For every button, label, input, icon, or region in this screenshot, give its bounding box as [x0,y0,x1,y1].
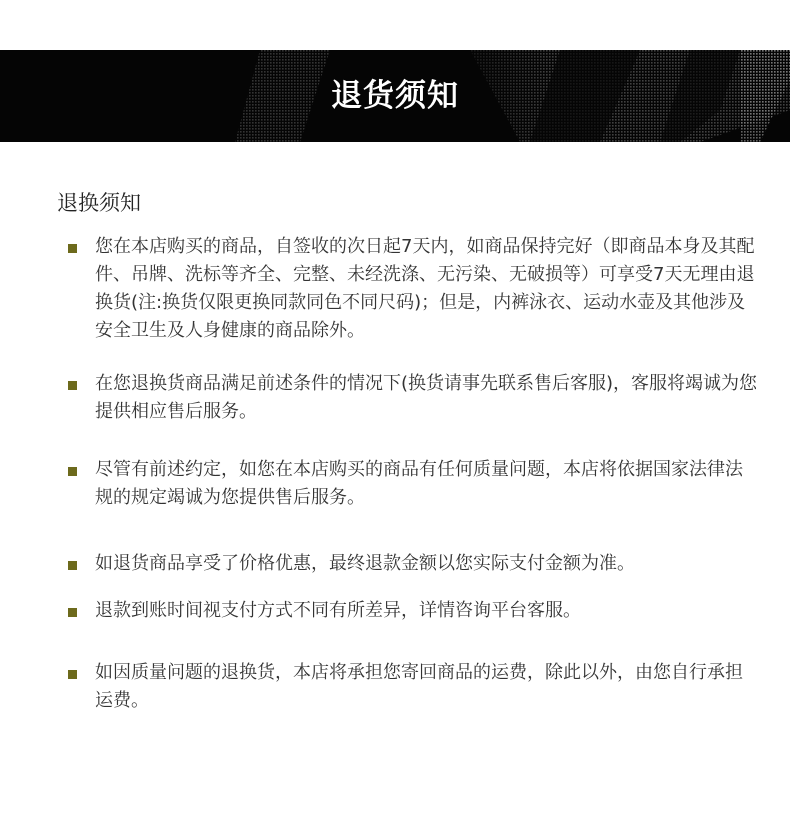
section-title: 退换须知 [57,191,141,215]
square-bullet-icon [68,467,77,476]
list-item-text: 退款到账时间视支付方式不同有所差异，详情咨询平台客服。 [95,600,581,621]
square-bullet-icon [68,561,77,570]
list-item-text: 如因质量问题的退换货，本店将承担您寄回商品的运费，除此以外，由您自行承担运费。 [95,662,743,711]
list-item [68,597,758,625]
list-item-text: 您在本店购买的商品，自签收的次日起7天内，如商品保持完好（即商品本身及其配件、吊牌、洗标等齐全、完整、未经洗涤、无污染、无破损等）可享受7天无理由退换货(注:换货仅限更换同款同色不同尺码)；但是，内裤泳衣、运动水壶及其他涉及安全卫生及人身健康的商品除外。 [95,236,755,341]
list-item-text: 如退货商品享受了价格优惠，最终退款金额以您实际支付金额为准。 [95,553,635,574]
list-item [68,550,758,578]
square-bullet-icon [68,608,77,617]
banner-title: 退货须知 [331,78,459,114]
list-item [68,233,758,345]
list-item-text: 在您退换货商品满足前述条件的情况下(换货请事先联系售后客服)，客服将竭诚为您提供相应售后服务。 [95,373,758,422]
square-bullet-icon [68,244,77,253]
list-item [68,370,758,426]
header-banner [0,50,790,142]
square-bullet-icon [68,381,77,390]
list-item-text: 尽管有前述约定，如您在本店购买的商品有任何质量问题，本店将依据国家法律法规的规定竭诚为您提供售后服务。 [95,459,743,508]
square-bullet-icon [68,670,77,679]
list-item [68,456,758,512]
list-item [68,659,758,715]
